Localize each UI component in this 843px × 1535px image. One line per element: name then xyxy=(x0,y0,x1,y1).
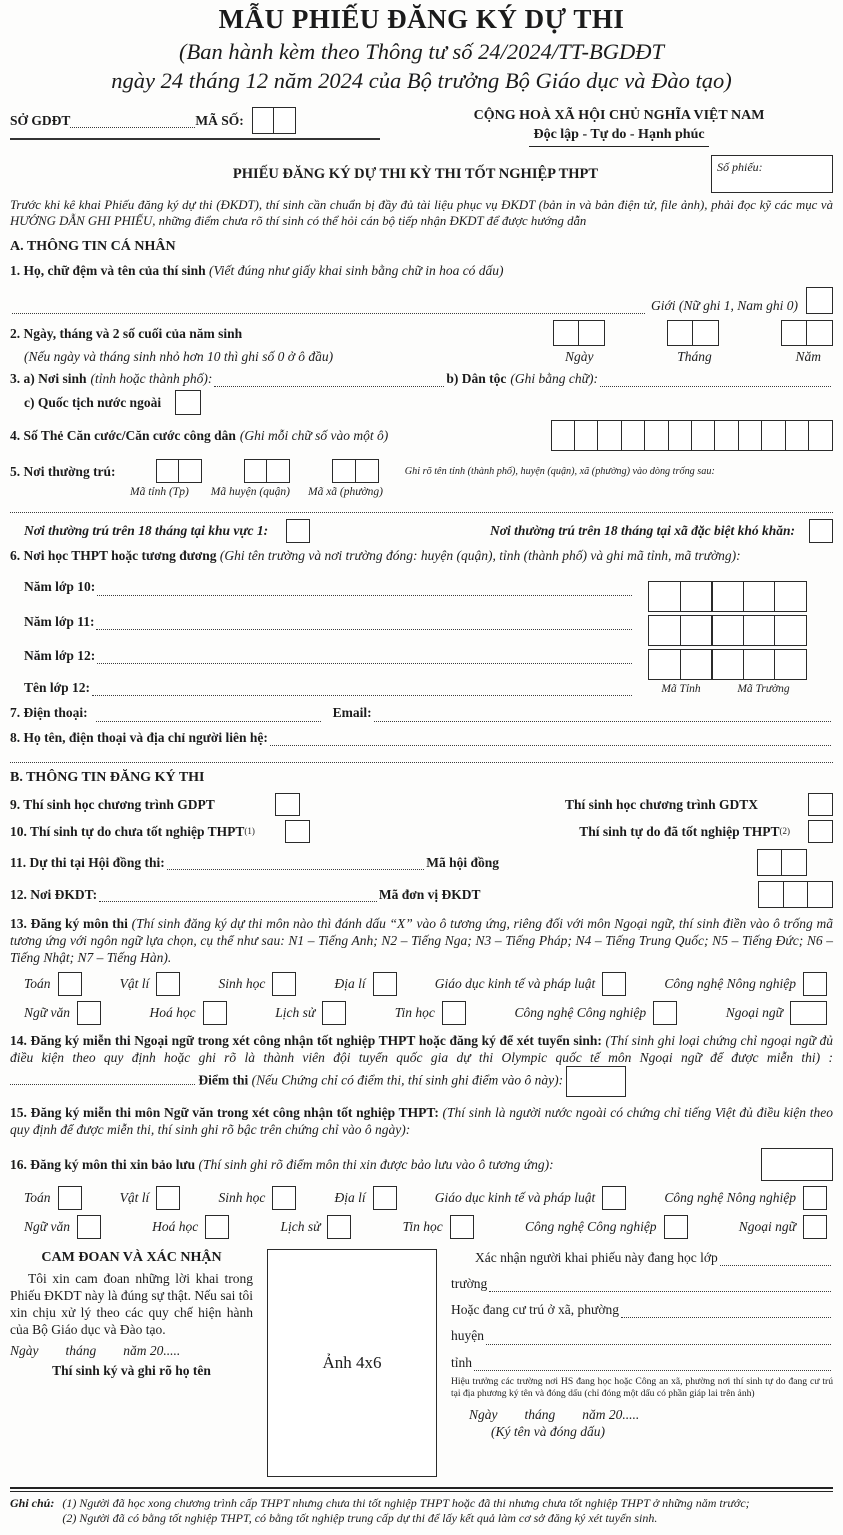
subject-tinhoc xyxy=(395,1001,466,1025)
dkdt-box-1[interactable] xyxy=(758,881,784,908)
subject-ngoaingu-box[interactable] xyxy=(790,1001,827,1025)
confirm-district-field[interactable] xyxy=(486,1329,831,1345)
reserve-diali xyxy=(334,1186,396,1210)
dkdt-box-3[interactable] xyxy=(807,881,833,908)
item3c-label: c) Quốc tịch nước ngoài xyxy=(24,395,162,411)
dept-code-box-2[interactable] xyxy=(273,107,296,134)
section-a-heading: A. THÔNG TIN CÁ NHÂN xyxy=(10,238,176,254)
confirm-school-field[interactable] xyxy=(489,1276,831,1292)
council-code-label: Mã hội đồng xyxy=(426,854,500,870)
confirm-line4: huyện xyxy=(451,1328,484,1344)
item-13 xyxy=(10,915,833,967)
dept-code-label: MÃ SỐ: xyxy=(195,112,244,128)
g11-c5[interactable] xyxy=(774,615,807,646)
confirmation-date: Ngày tháng năm 20..... xyxy=(469,1406,640,1422)
reserve-gdktpl-label: Giáo dục kinh tế và pháp luật xyxy=(434,1190,596,1206)
item15-note: (Thí sinh là người nước ngoài có chứng chỉ tiếng Việt đủ điều kiện theo quy định để được miễn thi, thí sinh ghi rõ bậc trên chứng chỉ vào ô ngày): xyxy=(10,1105,834,1138)
item-16 xyxy=(10,1148,833,1181)
gender-box[interactable] xyxy=(806,287,833,314)
header-row xyxy=(10,107,833,147)
dept-block xyxy=(10,107,380,140)
freecandidate-grad-box[interactable] xyxy=(808,820,833,843)
email-field[interactable] xyxy=(374,706,831,722)
footnote-1: (1) Người đã học xong chương trình cấp THPT nhưng chưa thi tốt nghiệp THPT hoặc đã thi nhưng chưa tốt nghiệp THPT ở những năm trước; xyxy=(62,1496,750,1511)
ethnicity-field[interactable] xyxy=(600,371,831,387)
subject-lichsu-label: Lịch sử xyxy=(275,1004,316,1020)
ticket-number-label: Số phiếu: xyxy=(717,159,763,174)
declaration-title: CAM ĐOAN VÀ XÁC NHẬN xyxy=(41,1249,222,1265)
item16-subject-row1 xyxy=(24,1186,827,1210)
subject-diali xyxy=(334,972,396,996)
reserve-hoahoc-box[interactable] xyxy=(205,1215,229,1239)
g12-c2[interactable] xyxy=(680,649,713,680)
dob-day-label: Ngày xyxy=(565,348,594,364)
g10-c4[interactable] xyxy=(743,581,776,612)
form-subtitle-line2: ngày 24 tháng 12 năm 2024 của Bộ trưởng Bộ Giáo dục và Đào tạo) xyxy=(111,67,732,93)
item14-label: 14. Đăng ký miễn thi Ngoại ngữ trong xét công nhận tốt nghiệp THPT hoặc đăng ký để xét tuyển sinh: xyxy=(10,1032,602,1048)
item6-label: 6. Nơi học THPT hoặc tương đương xyxy=(10,548,217,564)
item-11 xyxy=(10,849,833,876)
subject-tinhoc-label: Tin học xyxy=(394,1004,435,1020)
kk-label: Nơi thường trú trên 18 tháng tại xã đặc biệt khó khăn: xyxy=(489,523,795,539)
id-box-9[interactable] xyxy=(738,420,763,451)
reserve-gdktpl-box[interactable] xyxy=(602,1186,626,1210)
item-12 xyxy=(10,881,833,908)
reserve-diali-box[interactable] xyxy=(373,1186,397,1210)
dob-boxes-block xyxy=(553,320,833,365)
reserve-toan-box[interactable] xyxy=(58,1186,82,1210)
dkdt-code-label: Mã đơn vị ĐKDT xyxy=(378,886,481,902)
subject-cnnn xyxy=(664,972,827,996)
item-1 xyxy=(10,262,833,314)
item-14 xyxy=(10,1032,833,1098)
confirm-line1: Xác nhận người khai phiếu này đang học lớp xyxy=(475,1249,718,1265)
national-header xyxy=(405,107,833,147)
item16-label: 16. Đăng ký môn thi xin bảo lưu xyxy=(10,1156,196,1172)
item5-label: 5. Nơi thường trú: xyxy=(10,463,116,479)
school-code-grid xyxy=(634,577,833,697)
gdtx-box[interactable] xyxy=(808,793,833,816)
g10-c2[interactable] xyxy=(680,581,713,612)
ward-box-1[interactable] xyxy=(332,459,356,483)
confirm-province-field[interactable] xyxy=(474,1355,831,1371)
confirm-line5: tỉnh xyxy=(451,1354,473,1370)
kk-box[interactable] xyxy=(809,519,833,543)
subject-cnnn-label: Công nghệ Nông nghiệp xyxy=(664,975,796,991)
residence-duration-row xyxy=(10,519,833,543)
district-box-1[interactable] xyxy=(244,459,268,483)
grade11-field[interactable] xyxy=(96,614,632,630)
item6-note: (Ghi tên trường và nơi trường đóng: huyện (quận), tỉnh (thành phố) và ghi mã tỉnh, mã trường): xyxy=(219,548,741,564)
item16-subject-row2 xyxy=(24,1215,827,1239)
subject-nguvan-label: Ngữ văn xyxy=(24,1004,70,1020)
section-b-heading: B. THÔNG TIN ĐĂNG KÝ THI xyxy=(10,769,205,785)
item9-right-label: Thí sinh học chương trình GDTX xyxy=(564,796,758,812)
item3a-note: (tỉnh hoặc thành phố): xyxy=(90,371,213,387)
grade10-label: Năm lớp 10: xyxy=(24,579,96,595)
item2-note: (Nếu ngày và tháng sinh nhỏ hơn 10 thì ghi số 0 ở ô đầu) xyxy=(24,348,334,364)
subject-sinhhoc xyxy=(218,972,296,996)
reserve-vatli xyxy=(120,1186,181,1210)
freecandidate-notgrad-box[interactable] xyxy=(285,820,310,843)
grade12-code-row xyxy=(648,649,833,680)
reserve-tinhoc-label: Tin học xyxy=(402,1219,443,1235)
dob-day-box-1[interactable] xyxy=(553,320,580,346)
dept-name-field[interactable] xyxy=(70,113,195,128)
residence-write-line[interactable] xyxy=(10,510,833,513)
item11-label: 11. Dự thi tại Hội đồng thi: xyxy=(10,854,165,870)
item7-label: 7. Điện thoại: xyxy=(10,705,88,721)
form-title-row xyxy=(10,155,833,193)
national-motto-line1: CỘNG HOÀ XÃ HỘI CHỦ NGHĨA VIỆT NAM xyxy=(473,108,765,124)
reserve-cnnn-box[interactable] xyxy=(803,1186,827,1210)
id-box-2[interactable] xyxy=(574,420,599,451)
reserve-diali-label: Địa lí xyxy=(334,1190,366,1206)
item4-label: 4. Số Thẻ Căn cước/Căn cước công dân xyxy=(10,428,236,444)
form-main-title: MẪU PHIẾU ĐĂNG KÝ DỰ THI xyxy=(218,4,625,34)
reserve-lichsu-label: Lịch sử xyxy=(280,1219,321,1235)
subject-toan xyxy=(24,972,82,996)
footer-rule xyxy=(10,1487,833,1492)
dob-month-label: Tháng xyxy=(677,348,712,364)
form-title: PHIẾU ĐĂNG KÝ DỰ THI KỲ THI TỐT NGHIỆP THPT xyxy=(232,165,599,182)
contact-field[interactable] xyxy=(270,730,831,746)
dob-year-label: Năm xyxy=(795,348,821,364)
dob-year-box-2[interactable] xyxy=(806,320,833,346)
reserve-ngoaingu xyxy=(739,1215,827,1239)
council-box-1[interactable] xyxy=(757,849,783,876)
email-label: Email: xyxy=(332,705,372,721)
reserve-nguvan-label: Ngữ văn xyxy=(24,1219,70,1235)
subject-ngoaingu xyxy=(726,1001,827,1025)
phone-field[interactable] xyxy=(96,707,321,722)
classname12-field[interactable] xyxy=(92,680,632,696)
classname12-label: Tên lớp 12: xyxy=(24,680,90,696)
school-rows xyxy=(10,566,634,696)
g12-c1[interactable] xyxy=(648,649,681,680)
dob-year-boxes xyxy=(781,320,833,346)
item8-label: 8. Họ tên, điện thoại và địa chỉ người liên hệ: xyxy=(10,729,268,745)
reserve-cncn-box[interactable] xyxy=(664,1215,688,1239)
school-code-col-label: Mã Trường xyxy=(737,682,790,695)
item13-note: (Thí sinh đăng ký dự thi môn nào thì đánh dấu “X” vào ô tương ứng, riêng đối với môn Ngoại ngữ, thí sinh điền vào ô trống mã tương ứng với ngôn ngữ lựa chọn, cụ thể như sau: N1 – Tiếng Anh; N2 – Tiếng Nga; N3 – Tiếng Pháp; N4 – Tiếng Trung Quốc; N5 – Tiếng Đức; N6 – Tiếng Nhật; N7 – Tiếng Hàn). xyxy=(10,915,833,966)
item13-subject-row1 xyxy=(24,972,827,996)
candidate-sign-label: Thí sinh ký và ghi rõ họ tên xyxy=(52,1362,211,1378)
reserve-cnnn xyxy=(664,1186,827,1210)
footnote-label: Ghi chú: xyxy=(10,1496,55,1511)
subject-nguvan-box[interactable] xyxy=(77,1001,101,1025)
contact-field-line2[interactable] xyxy=(10,760,833,763)
g12-c5[interactable] xyxy=(774,649,807,680)
g11-c4[interactable] xyxy=(743,615,776,646)
council-box-2[interactable] xyxy=(781,849,807,876)
item-7 xyxy=(10,704,833,721)
item10-left-sup: (1) xyxy=(244,825,255,836)
dob-month-box-1[interactable] xyxy=(667,320,694,346)
dob-year-box-1[interactable] xyxy=(781,320,808,346)
reserve-ngoaingu-box[interactable] xyxy=(803,1215,827,1239)
subject-toan-box[interactable] xyxy=(58,972,82,996)
declaration-date: Ngày tháng năm 20..... xyxy=(10,1342,181,1358)
photo-column xyxy=(267,1249,437,1477)
reserve-sinhhoc xyxy=(218,1186,296,1210)
dkdt-code-boxes xyxy=(758,881,833,908)
subject-sinhhoc-box[interactable] xyxy=(272,972,296,996)
id-box-5[interactable] xyxy=(644,420,669,451)
dkdt-box-2[interactable] xyxy=(783,881,809,908)
item15-label: 15. Đăng ký miễn thi môn Ngữ văn trong xét công nhận tốt nghiệp THPT: xyxy=(10,1105,439,1121)
district-code-label: Mã huyện (quận) xyxy=(210,486,290,499)
item4-note: (Ghi mỗi chữ số vào một ô) xyxy=(239,428,389,444)
item2-label: 2. Ngày, tháng và 2 số cuối của năm sinh xyxy=(10,325,243,341)
subject-diali-box[interactable] xyxy=(373,972,397,996)
item10-left-label: 10. Thí sinh tự do chưa tốt nghiệp THPT xyxy=(10,823,245,839)
reserve-vatli-box[interactable] xyxy=(156,1186,180,1210)
subject-diali-label: Địa lí xyxy=(334,975,366,991)
item13-label: 13. Đăng ký môn thi xyxy=(10,915,128,931)
id-box-7[interactable] xyxy=(691,420,716,451)
reserve-tinhoc-box[interactable] xyxy=(450,1215,474,1239)
item9-left-label: 9. Thí sinh học chương trình GDPT xyxy=(10,796,215,812)
confirm-line3: Hoặc đang cư trú ở xã, phường xyxy=(451,1302,619,1318)
subject-sinhhoc-label: Sinh học xyxy=(218,975,266,991)
signature-section xyxy=(10,1249,833,1477)
item-5 xyxy=(10,459,833,500)
id-number-boxes xyxy=(551,420,833,451)
confirmation-column xyxy=(451,1249,833,1477)
grade12-label: Năm lớp 12: xyxy=(24,647,96,663)
item5-note: Ghi rõ tên tỉnh (thành phố), huyện (quận), xã (phường) vào dòng trống sau: xyxy=(404,465,715,477)
grade11-code-row xyxy=(648,615,833,646)
footnotes xyxy=(10,1496,833,1527)
item-9 xyxy=(10,793,833,816)
item1-note: (Viết đúng như giấy khai sinh bằng chữ in hoa có dấu) xyxy=(209,262,504,278)
gender-label: Giới (Nữ ghi 1, Nam ghi 0) xyxy=(651,297,798,313)
subject-vatli xyxy=(120,972,181,996)
footnote-2: (2) Người đã có bằng tốt nghiệp THPT, có bằng tốt nghiệp trung cấp dự thi để lấy kết quả làm cơ sở đăng ký xét tuyển sinh. xyxy=(62,1511,658,1526)
kv1-box[interactable] xyxy=(286,519,310,543)
item16-note: (Thí sinh ghi rõ điểm môn thi xin được bảo lưu vào ô tương ứng): xyxy=(198,1156,554,1172)
ward-box-2[interactable] xyxy=(355,459,379,483)
fullname-field[interactable] xyxy=(12,298,645,314)
reserve-nguvan xyxy=(24,1215,101,1239)
reserve-gdktpl xyxy=(435,1186,626,1210)
grade10-field[interactable] xyxy=(97,580,632,596)
item16-box[interactable] xyxy=(761,1148,833,1181)
ward-code-boxes xyxy=(332,459,378,483)
g10-c5[interactable] xyxy=(774,581,807,612)
national-motto-line2: Độc lập - Tự do - Hạnh phúc xyxy=(529,126,708,147)
council-field[interactable] xyxy=(167,854,425,870)
item1-label: 1. Họ, chữ đệm và tên của thí sinh xyxy=(10,262,206,278)
reserve-hoahoc-label: Hoá học xyxy=(152,1219,199,1235)
subject-vatli-label: Vật lí xyxy=(119,975,150,991)
ticket-number-box[interactable] xyxy=(711,155,833,193)
province-code-col-label: Mã Tỉnh xyxy=(661,682,701,695)
confirm-class-field[interactable] xyxy=(720,1250,831,1266)
reserve-nguvan-box[interactable] xyxy=(77,1215,101,1239)
dob-day-boxes xyxy=(553,320,605,346)
item-2 xyxy=(10,320,833,365)
province-box-2[interactable] xyxy=(178,459,202,483)
id-box-12[interactable] xyxy=(808,420,833,451)
subject-cncn-box[interactable] xyxy=(653,1001,677,1025)
confirm-line2: trường xyxy=(451,1275,488,1291)
dept-label: SỞ GDĐT xyxy=(10,112,71,128)
dob-month-box-2[interactable] xyxy=(692,320,719,346)
stamp-sign-label: (Ký tên và đóng dấu) xyxy=(491,1424,605,1440)
province-code-label: Mã tỉnh (Tp) xyxy=(130,486,189,499)
photo-box xyxy=(267,1249,437,1477)
reserve-cncn xyxy=(525,1215,688,1239)
score-box[interactable] xyxy=(566,1066,626,1097)
confirm-ward-field[interactable] xyxy=(621,1302,831,1318)
item-10 xyxy=(10,820,833,843)
subject-vatli-box[interactable] xyxy=(156,972,180,996)
birthplace-field[interactable] xyxy=(214,371,444,387)
declaration-column xyxy=(10,1249,253,1477)
foreign-nationality-box[interactable] xyxy=(175,390,201,415)
id-box-10[interactable] xyxy=(761,420,786,451)
photo-label: Ảnh 4x6 xyxy=(322,1352,382,1372)
reserve-ngoaingu-label: Ngoại ngữ xyxy=(738,1219,796,1235)
id-box-8[interactable] xyxy=(714,420,739,451)
reserve-vatli-label: Vật lí xyxy=(119,1190,150,1206)
score-note: (Nếu Chứng chỉ có điểm thi, thí sinh ghi điểm vào ô này): xyxy=(251,1072,564,1088)
score-label: Điểm thi xyxy=(198,1072,249,1088)
subject-hoahoc xyxy=(150,1001,227,1025)
intro-paragraph: Trước khi kê khai Phiếu đăng ký dự thi (ĐKDT), thí sinh cần chuẩn bị đầy đủ tài liệu phục vụ ĐKDT (bản in và bản điện tử, file ảnh), phải đọc kỹ các mục và HƯỚNG DẪN GHI PHIẾU, những điểm chưa rõ thí sinh có thể hỏi cán bộ tiếp nhận ĐKDT để được hướng dẫn xyxy=(10,197,833,229)
id-box-4[interactable] xyxy=(621,420,646,451)
subject-gdktpl-label: Giáo dục kinh tế và pháp luật xyxy=(434,975,596,991)
reserve-hoahoc xyxy=(152,1215,229,1239)
subject-hoahoc-label: Hoá học xyxy=(149,1004,196,1020)
form-subtitle-line1: (Ban hành kèm theo Thông tư số 24/2024/TT-BGDĐT xyxy=(179,38,664,64)
g11-c1[interactable] xyxy=(648,615,681,646)
reserve-cnnn-label: Công nghệ Nông nghiệp xyxy=(664,1190,796,1206)
reserve-lichsu xyxy=(280,1215,351,1239)
reserve-sinhhoc-box[interactable] xyxy=(272,1186,296,1210)
gdpt-box[interactable] xyxy=(275,793,300,816)
province-box-1[interactable] xyxy=(156,459,180,483)
subject-tinhoc-box[interactable] xyxy=(442,1001,466,1025)
subject-gdktpl xyxy=(435,972,626,996)
reserve-sinhhoc-label: Sinh học xyxy=(218,1190,266,1206)
id-box-1[interactable] xyxy=(551,420,576,451)
reserve-lichsu-box[interactable] xyxy=(327,1215,351,1239)
ward-code-label: Mã xã (phường) xyxy=(307,486,383,499)
subject-cnnn-box[interactable] xyxy=(803,972,827,996)
item14-note: (Thí sinh ghi loại chứng chỉ ngoại ngữ đủ điều kiện theo quy định hoặc ghi rõ là thành viên đội tuyển quốc gia dự thi Olympic quốc tế môn Ngoại ngữ để được miễn thi) : xyxy=(10,1032,834,1065)
id-box-6[interactable] xyxy=(668,420,693,451)
subject-lichsu-box[interactable] xyxy=(322,1001,346,1025)
dkdt-place-field[interactable] xyxy=(99,886,377,902)
g12-c4[interactable] xyxy=(743,649,776,680)
item3a-label: 3. a) Nơi sinh xyxy=(10,371,87,387)
reserve-tinhoc xyxy=(403,1215,474,1239)
item10-right-sup: (2) xyxy=(779,825,790,836)
item-8 xyxy=(10,729,833,746)
dob-day-box-2[interactable] xyxy=(578,320,605,346)
district-box-2[interactable] xyxy=(266,459,290,483)
item-3c xyxy=(10,390,833,415)
reserve-toan-label: Toán xyxy=(24,1190,51,1206)
dob-month-boxes xyxy=(667,320,719,346)
certificate-field[interactable] xyxy=(10,1070,195,1085)
kv1-label: Nơi thường trú trên 18 tháng tại khu vực 1: xyxy=(24,523,269,539)
subject-gdktpl-box[interactable] xyxy=(602,972,626,996)
id-box-3[interactable] xyxy=(597,420,622,451)
district-code-boxes xyxy=(244,459,290,483)
item-3ab xyxy=(10,370,833,387)
g10-c3[interactable] xyxy=(711,581,744,612)
grade10-code-row xyxy=(648,581,833,612)
subject-cncn xyxy=(515,1001,678,1025)
id-box-11[interactable] xyxy=(785,420,810,451)
item10-right-label: Thí sinh tự do đã tốt nghiệp THPT xyxy=(579,823,780,839)
item-4 xyxy=(10,420,833,451)
g10-c1[interactable] xyxy=(648,581,681,612)
reserve-cncn-label: Công nghệ Công nghiệp xyxy=(524,1219,657,1235)
reserve-toan xyxy=(24,1186,82,1210)
dept-code-boxes xyxy=(252,107,296,134)
dept-code-box-1[interactable] xyxy=(252,107,275,134)
subject-lichsu xyxy=(275,1001,346,1025)
subject-toan-label: Toán xyxy=(24,975,51,991)
item12-label: 12. Nơi ĐKDT: xyxy=(10,886,98,902)
confirmation-instructions: Hiệu trưởng các trường nơi HS đang học hoặc Công an xã, phường nơi thí sinh tự do đang cư trú tại địa phương ký tên và đóng dấu (chỉ đóng một dấu có phần giáp lai trên ảnh) xyxy=(451,1375,833,1399)
item-6 xyxy=(10,547,833,696)
item-15 xyxy=(10,1104,833,1139)
item3b-label: b) Dân tộc xyxy=(446,371,507,387)
footnote-texts xyxy=(62,1496,749,1527)
subject-nguvan xyxy=(24,1001,101,1025)
g11-c3[interactable] xyxy=(711,615,744,646)
g11-c2[interactable] xyxy=(680,615,713,646)
g12-c3[interactable] xyxy=(711,649,744,680)
subject-ngoaingu-label: Ngoại ngữ xyxy=(725,1004,783,1020)
grade12-field[interactable] xyxy=(97,648,632,664)
subject-hoahoc-box[interactable] xyxy=(203,1001,227,1025)
subject-cncn-label: Công nghệ Công nghiệp xyxy=(514,1004,647,1020)
item3b-note: (Ghi bằng chữ): xyxy=(510,371,598,387)
province-code-boxes xyxy=(156,459,202,483)
grade11-label: Năm lớp 11: xyxy=(24,613,95,629)
declaration-body: Tôi xin cam đoan những lời khai trong Phiếu ĐKDT này là đúng sự thật. Nếu sai tôi xin chịu xử lý theo các quy chế hiện hành của Bộ Giáo dục và Đào tạo. xyxy=(10,1270,253,1338)
council-code-boxes xyxy=(757,849,807,876)
item13-subject-row2 xyxy=(24,1001,827,1025)
